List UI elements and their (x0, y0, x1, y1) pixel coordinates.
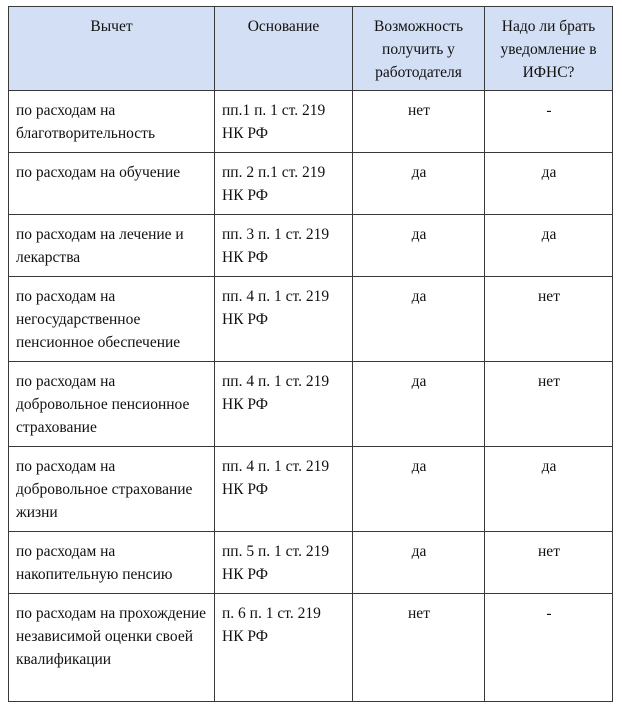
cell-notice-required: нет (485, 532, 613, 594)
cell-notice-required: нет (485, 362, 613, 447)
cell-deduction: по расходам на лечение и лекарства (9, 215, 215, 277)
cell-deduction: по расходам на накопительную пенсию (9, 532, 215, 594)
header-row (9, 7, 613, 91)
header-notice-required: Надо ли брать уведомление в ИФНС? (485, 7, 613, 91)
cell-deduction: по расходам на добровольное пенсионное страхование (9, 362, 215, 447)
cell-deduction: по расходам на негосударственное пенсионное обеспечение (9, 277, 215, 362)
cell-basis: пп.1 п. 1 ст. 219 НК РФ (215, 91, 353, 153)
cell-employer-option: нет (353, 594, 485, 702)
cell-basis: пп. 4 п. 1 ст. 219 НК РФ (215, 362, 353, 447)
cell-employer-option: да (353, 532, 485, 594)
table-row (9, 594, 613, 702)
table-row (9, 215, 613, 277)
cell-notice-required: - (485, 91, 613, 153)
table-row (9, 362, 613, 447)
header-employer-option: Возможность получить у работодателя (353, 7, 485, 91)
cell-notice-required: да (485, 447, 613, 532)
cell-employer-option: да (353, 447, 485, 532)
deductions-table (8, 6, 613, 702)
cell-basis: пп. 3 п. 1 ст. 219 НК РФ (215, 215, 353, 277)
cell-deduction: по расходам на обучение (9, 153, 215, 215)
cell-employer-option: да (353, 215, 485, 277)
cell-employer-option: да (353, 362, 485, 447)
cell-deduction: по расходам на прохождение независимой оценки своей квалификации (9, 594, 215, 702)
cell-deduction: по расходам на добровольное страхование жизни (9, 447, 215, 532)
cell-employer-option: да (353, 277, 485, 362)
cell-notice-required: да (485, 153, 613, 215)
cell-basis: пп. 4 п. 1 ст. 219 НК РФ (215, 447, 353, 532)
cell-deduction: по расходам на благотворительность (9, 91, 215, 153)
cell-employer-option: нет (353, 91, 485, 153)
table-row (9, 153, 613, 215)
cell-basis: пп. 2 п.1 ст. 219 НК РФ (215, 153, 353, 215)
cell-notice-required: - (485, 594, 613, 702)
cell-employer-option: да (353, 153, 485, 215)
cell-basis: пп. 5 п. 1 ст. 219 НК РФ (215, 532, 353, 594)
header-basis: Основание (215, 7, 353, 91)
table-row (9, 532, 613, 594)
table-row (9, 277, 613, 362)
table-row (9, 91, 613, 153)
header-deduction: Вычет (9, 7, 215, 91)
cell-notice-required: нет (485, 277, 613, 362)
cell-basis: пп. 4 п. 1 ст. 219 НК РФ (215, 277, 353, 362)
cell-notice-required: да (485, 215, 613, 277)
table-row (9, 447, 613, 532)
cell-basis: п. 6 п. 1 ст. 219 НК РФ (215, 594, 353, 702)
